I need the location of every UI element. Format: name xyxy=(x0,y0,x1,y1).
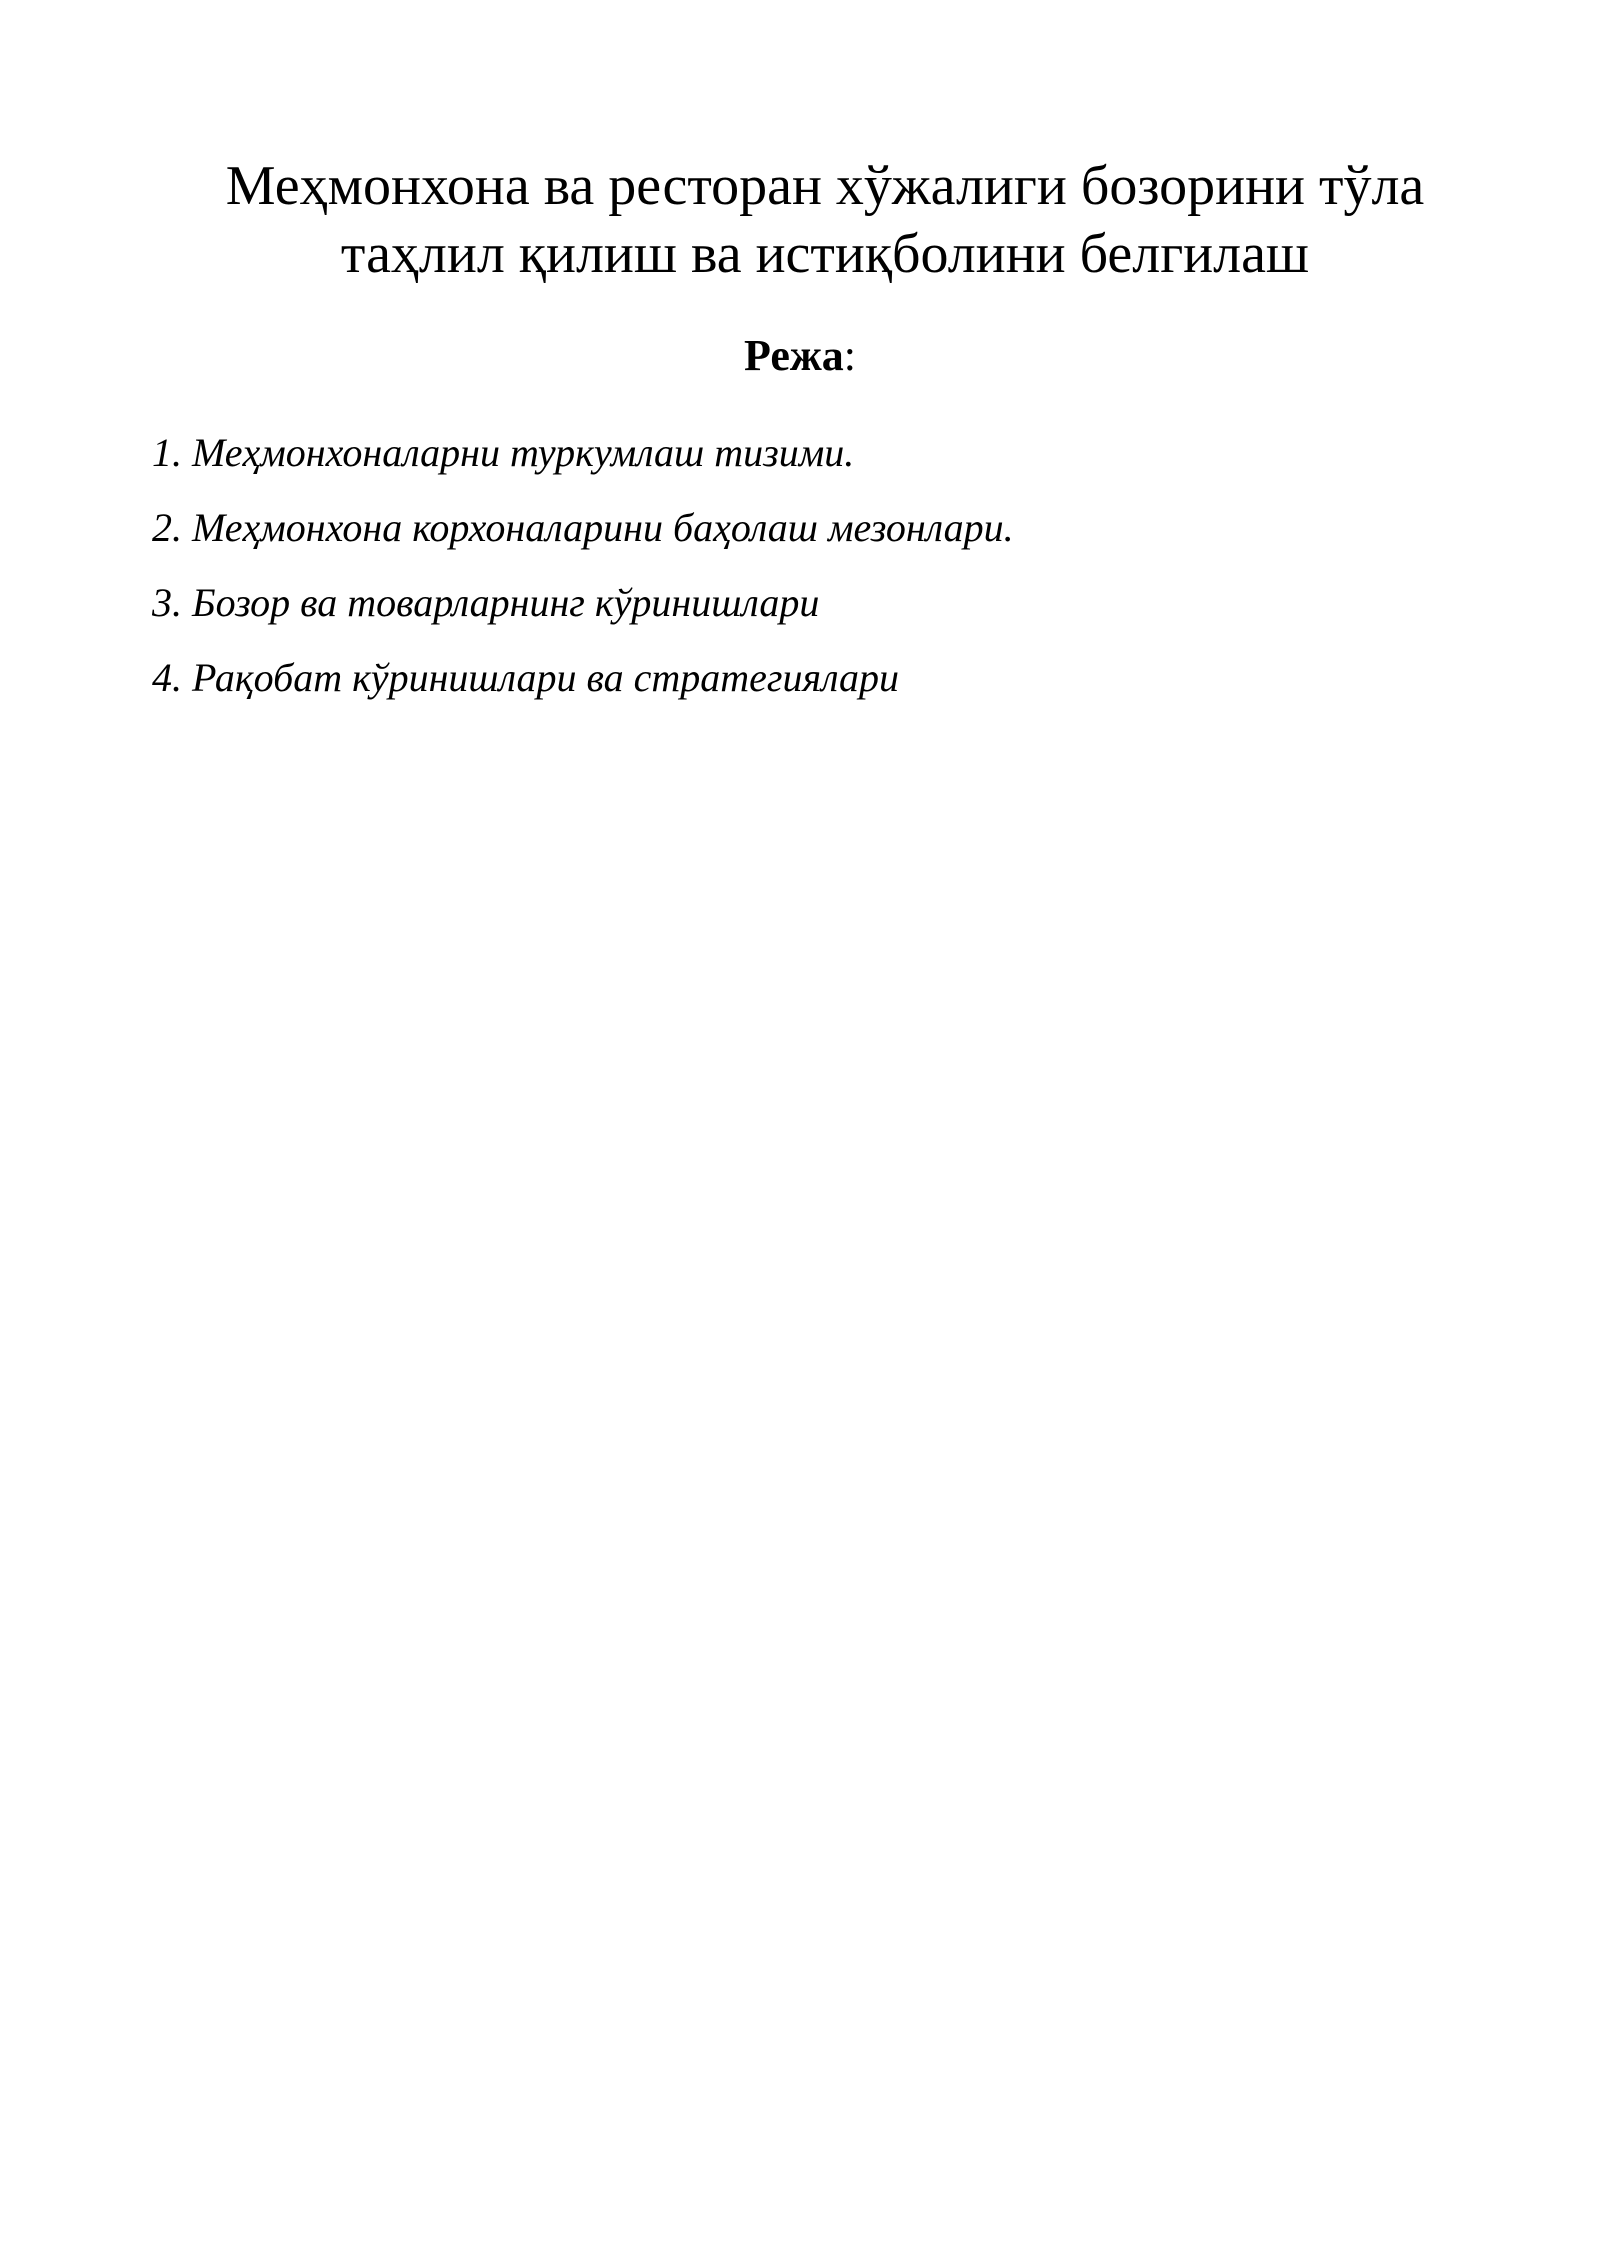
document-title xyxy=(160,152,1490,288)
plan-heading-colon: : xyxy=(843,331,856,380)
plan-item-4: 4. Рақобат кўринишлари ва стратегиялари xyxy=(152,655,900,700)
plan-heading-label: Режа xyxy=(744,331,844,380)
plan-item-3: 3. Бозор ва товарларнинг кўринишлари xyxy=(152,580,820,625)
document-title-line-1: Меҳмонхона ва ресторан хўжалиги бозорини тўла xyxy=(225,155,1425,217)
document-title-line-2: таҳлил қилиш ва истиқболини белгилаш xyxy=(340,223,1310,285)
plan-list xyxy=(152,428,1452,728)
plan-heading xyxy=(0,328,1600,384)
plan-item-2: 2. Меҳмонхона корхоналарини баҳолаш мезонлари. xyxy=(152,505,1014,550)
plan-item-1: 1. Меҳмонхоналарни туркумлаш тизими. xyxy=(152,430,855,475)
